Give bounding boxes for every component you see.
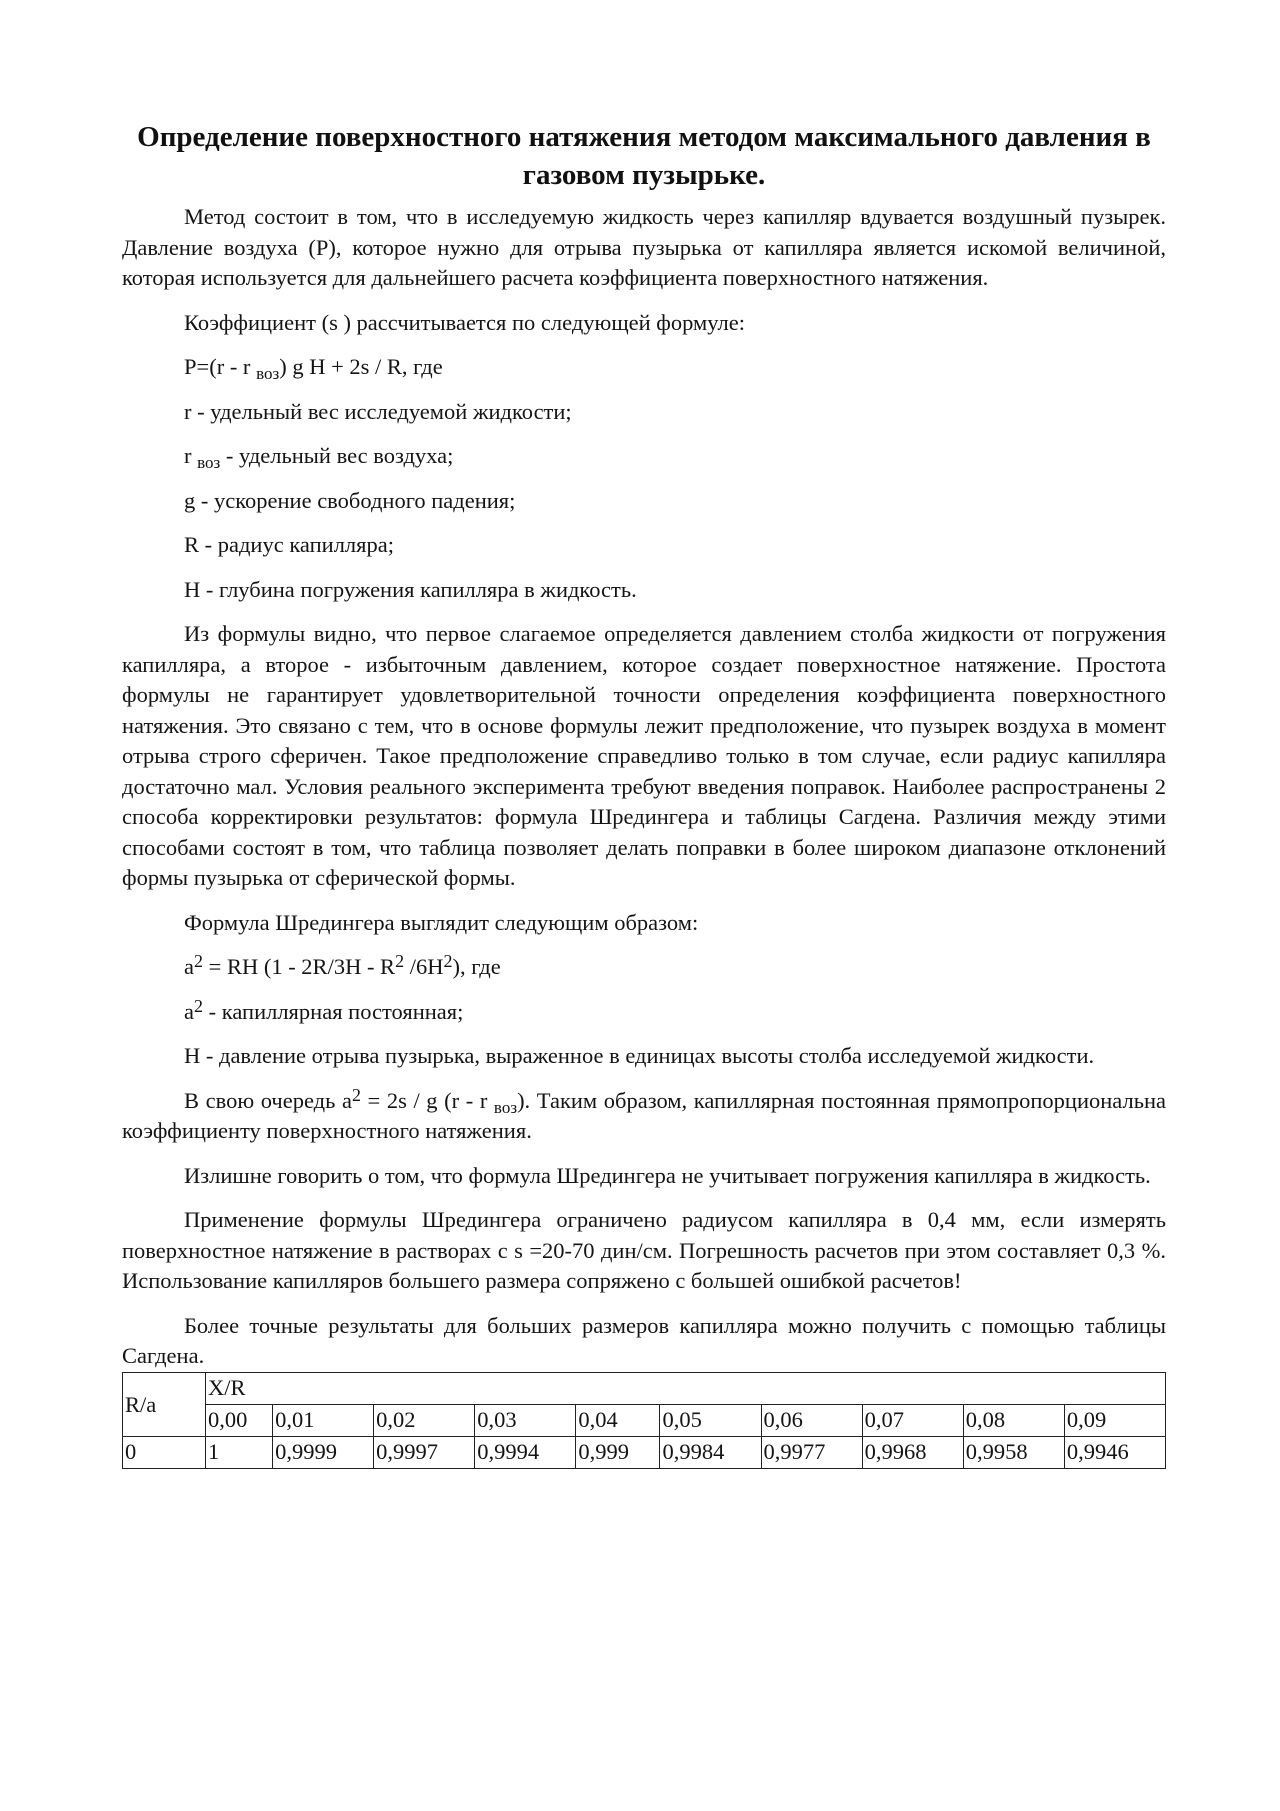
text-part: В свою очередь a (184, 1087, 352, 1113)
explanation-paragraph: Из формулы видно, что первое слагаемое определяется давлением столба жидкости от погружения капилляра, а второе - избыточным давлением, которое создает поверхностное натяжение. Простота формулы не гарантирует удовлетворительной точности определения коэффициента поверхностного натяжения. Это связано с тем, что в основе формулы лежит предположение, что пузырек воздуха в момент отрыва строго сферичен. Такое предположение справедливо только в том случае, если радиус капилляра достаточно мал. Условия реального эксперимента требуют введения поправок. Наиболее распространены 2 способа корректировки результатов: формула Шредингера и таблицы Сагдена. Различия между этими способами состоят в том, что таблица позволяет делать поправки в более широком диапазоне отклонений формы пузырька от сферической формы. (122, 621, 1166, 890)
definition-R: R - радиус капилляра; (184, 532, 394, 557)
table-column-header: 0,03 (475, 1404, 576, 1436)
table-cell: 0,999 (576, 1436, 660, 1468)
table-column-row (123, 1404, 1166, 1436)
text-subscript: воз (493, 1097, 518, 1117)
sugden-table (122, 1372, 1166, 1469)
page-title: Определение поверхностного натяжения методом максимального давления в газовом пузырьке. (137, 121, 1151, 191)
definition-H: H - глубина погружения капилляра в жидкость. (184, 576, 637, 602)
definition-subscript: воз (197, 453, 221, 472)
text-part: ). Таким образом, капиллярная постоянная прямопропорциональна коэффициенту поверхностного натяжения. (122, 1087, 1166, 1143)
table-corner-cell: R/a (123, 1372, 206, 1436)
definition-text: - капиллярная постоянная; (203, 998, 464, 1024)
formula-part: ) g H + 2s / R, где (279, 354, 443, 379)
table-column-header: 0,05 (660, 1404, 761, 1436)
text-part: = 2s / g (r - r (360, 1087, 494, 1113)
document-page (122, 118, 1166, 1469)
table-row-label: 0 (123, 1436, 206, 1468)
table-cell: 0,9997 (374, 1436, 475, 1468)
table-xr-header: X/R (206, 1372, 1166, 1404)
table-column-header: 0,08 (963, 1404, 1064, 1436)
formula-part: = RH (1 - 2R/3H - R (203, 954, 396, 979)
formula-part: /6H (404, 954, 444, 979)
table-column-header: 0,09 (1064, 1404, 1165, 1436)
capillary-constant-paragraph (122, 1086, 1166, 1147)
sugden-intro: Более точные результаты для больших размеров капилляра можно получить с помощью таблицы Сагдена. (122, 1312, 1166, 1368)
table-cell: 0,9984 (660, 1436, 761, 1468)
immersion-paragraph: Излишне говорить о том, что формула Шредингера не учитывает погружения капилляра в жидкость. (184, 1162, 1151, 1188)
formula-subscript: воз (256, 364, 280, 383)
definition-r-voz (122, 441, 1166, 472)
coefficient-intro: Коэффициент (s ) рассчитывается по следующей формуле: (184, 309, 746, 335)
table-cell: 0,9946 (1064, 1436, 1165, 1468)
table-header-row (123, 1372, 1166, 1404)
table-column-header: 0,04 (576, 1404, 660, 1436)
formula-superscript: 2 (194, 951, 203, 971)
formula-part: ), где (452, 954, 501, 979)
text-superscript: 2 (351, 1084, 361, 1105)
table-cell: 0,9999 (273, 1436, 374, 1468)
table-column-header: 0,02 (374, 1404, 475, 1436)
formula-pressure (122, 352, 1166, 383)
table-cell: 1 (206, 1436, 273, 1468)
table-column-header: 0,07 (862, 1404, 963, 1436)
definition-g: g - ускорение свободного падения; (184, 487, 516, 513)
table-cell: 0,9958 (963, 1436, 1064, 1468)
definition-superscript: 2 (194, 995, 203, 1016)
formula-part: a (184, 954, 194, 979)
definition-text: - удельный вес воздуха; (220, 443, 454, 468)
table-column-header: 0,01 (273, 1404, 374, 1436)
table-cell: 0,9977 (761, 1436, 862, 1468)
formula-schrodinger (122, 952, 1166, 983)
formula-superscript: 2 (395, 951, 405, 971)
definition-symbol: a (184, 998, 194, 1024)
table-cell: 0,9968 (862, 1436, 963, 1468)
formula-superscript: 2 (443, 951, 453, 971)
definition-H2: H - давление отрыва пузырька, выраженное в единицах высоты столба исследуемой жидкости. (184, 1043, 1095, 1068)
limit-paragraph: Применение формулы Шредингера ограничено радиусом капилляра в 0,4 мм, если измерять поверхностное натяжение в растворах с s =20-70 дин/см. Погрешность расчетов при этом составляет 0,3 %. Использование капилляров большего размера сопряжено с большей ошибкой расчетов! (122, 1207, 1166, 1293)
table-column-header: 0,00 (206, 1404, 273, 1436)
table-cell: 0,9994 (475, 1436, 576, 1468)
definition-r: r - удельный вес исследуемой жидкости; (184, 398, 572, 424)
intro-paragraph: Метод состоит в том, что в исследуемую жидкость через капилляр вдувается воздушный пузырек. Давление воздуха (Р), которое нужно для отрыва пузырька от капилляра является искомой величиной, которая используется для дальнейшего расчета коэффициента поверхностного натяжения. (122, 204, 1166, 290)
schrodinger-intro: Формула Шредингера выглядит следующим образом: (184, 909, 699, 935)
definition-a2 (122, 997, 1166, 1028)
formula-part: Р=(r - r (184, 354, 257, 379)
table-column-header: 0,06 (761, 1404, 862, 1436)
table-row (123, 1436, 1166, 1468)
definition-symbol: r (184, 443, 198, 468)
